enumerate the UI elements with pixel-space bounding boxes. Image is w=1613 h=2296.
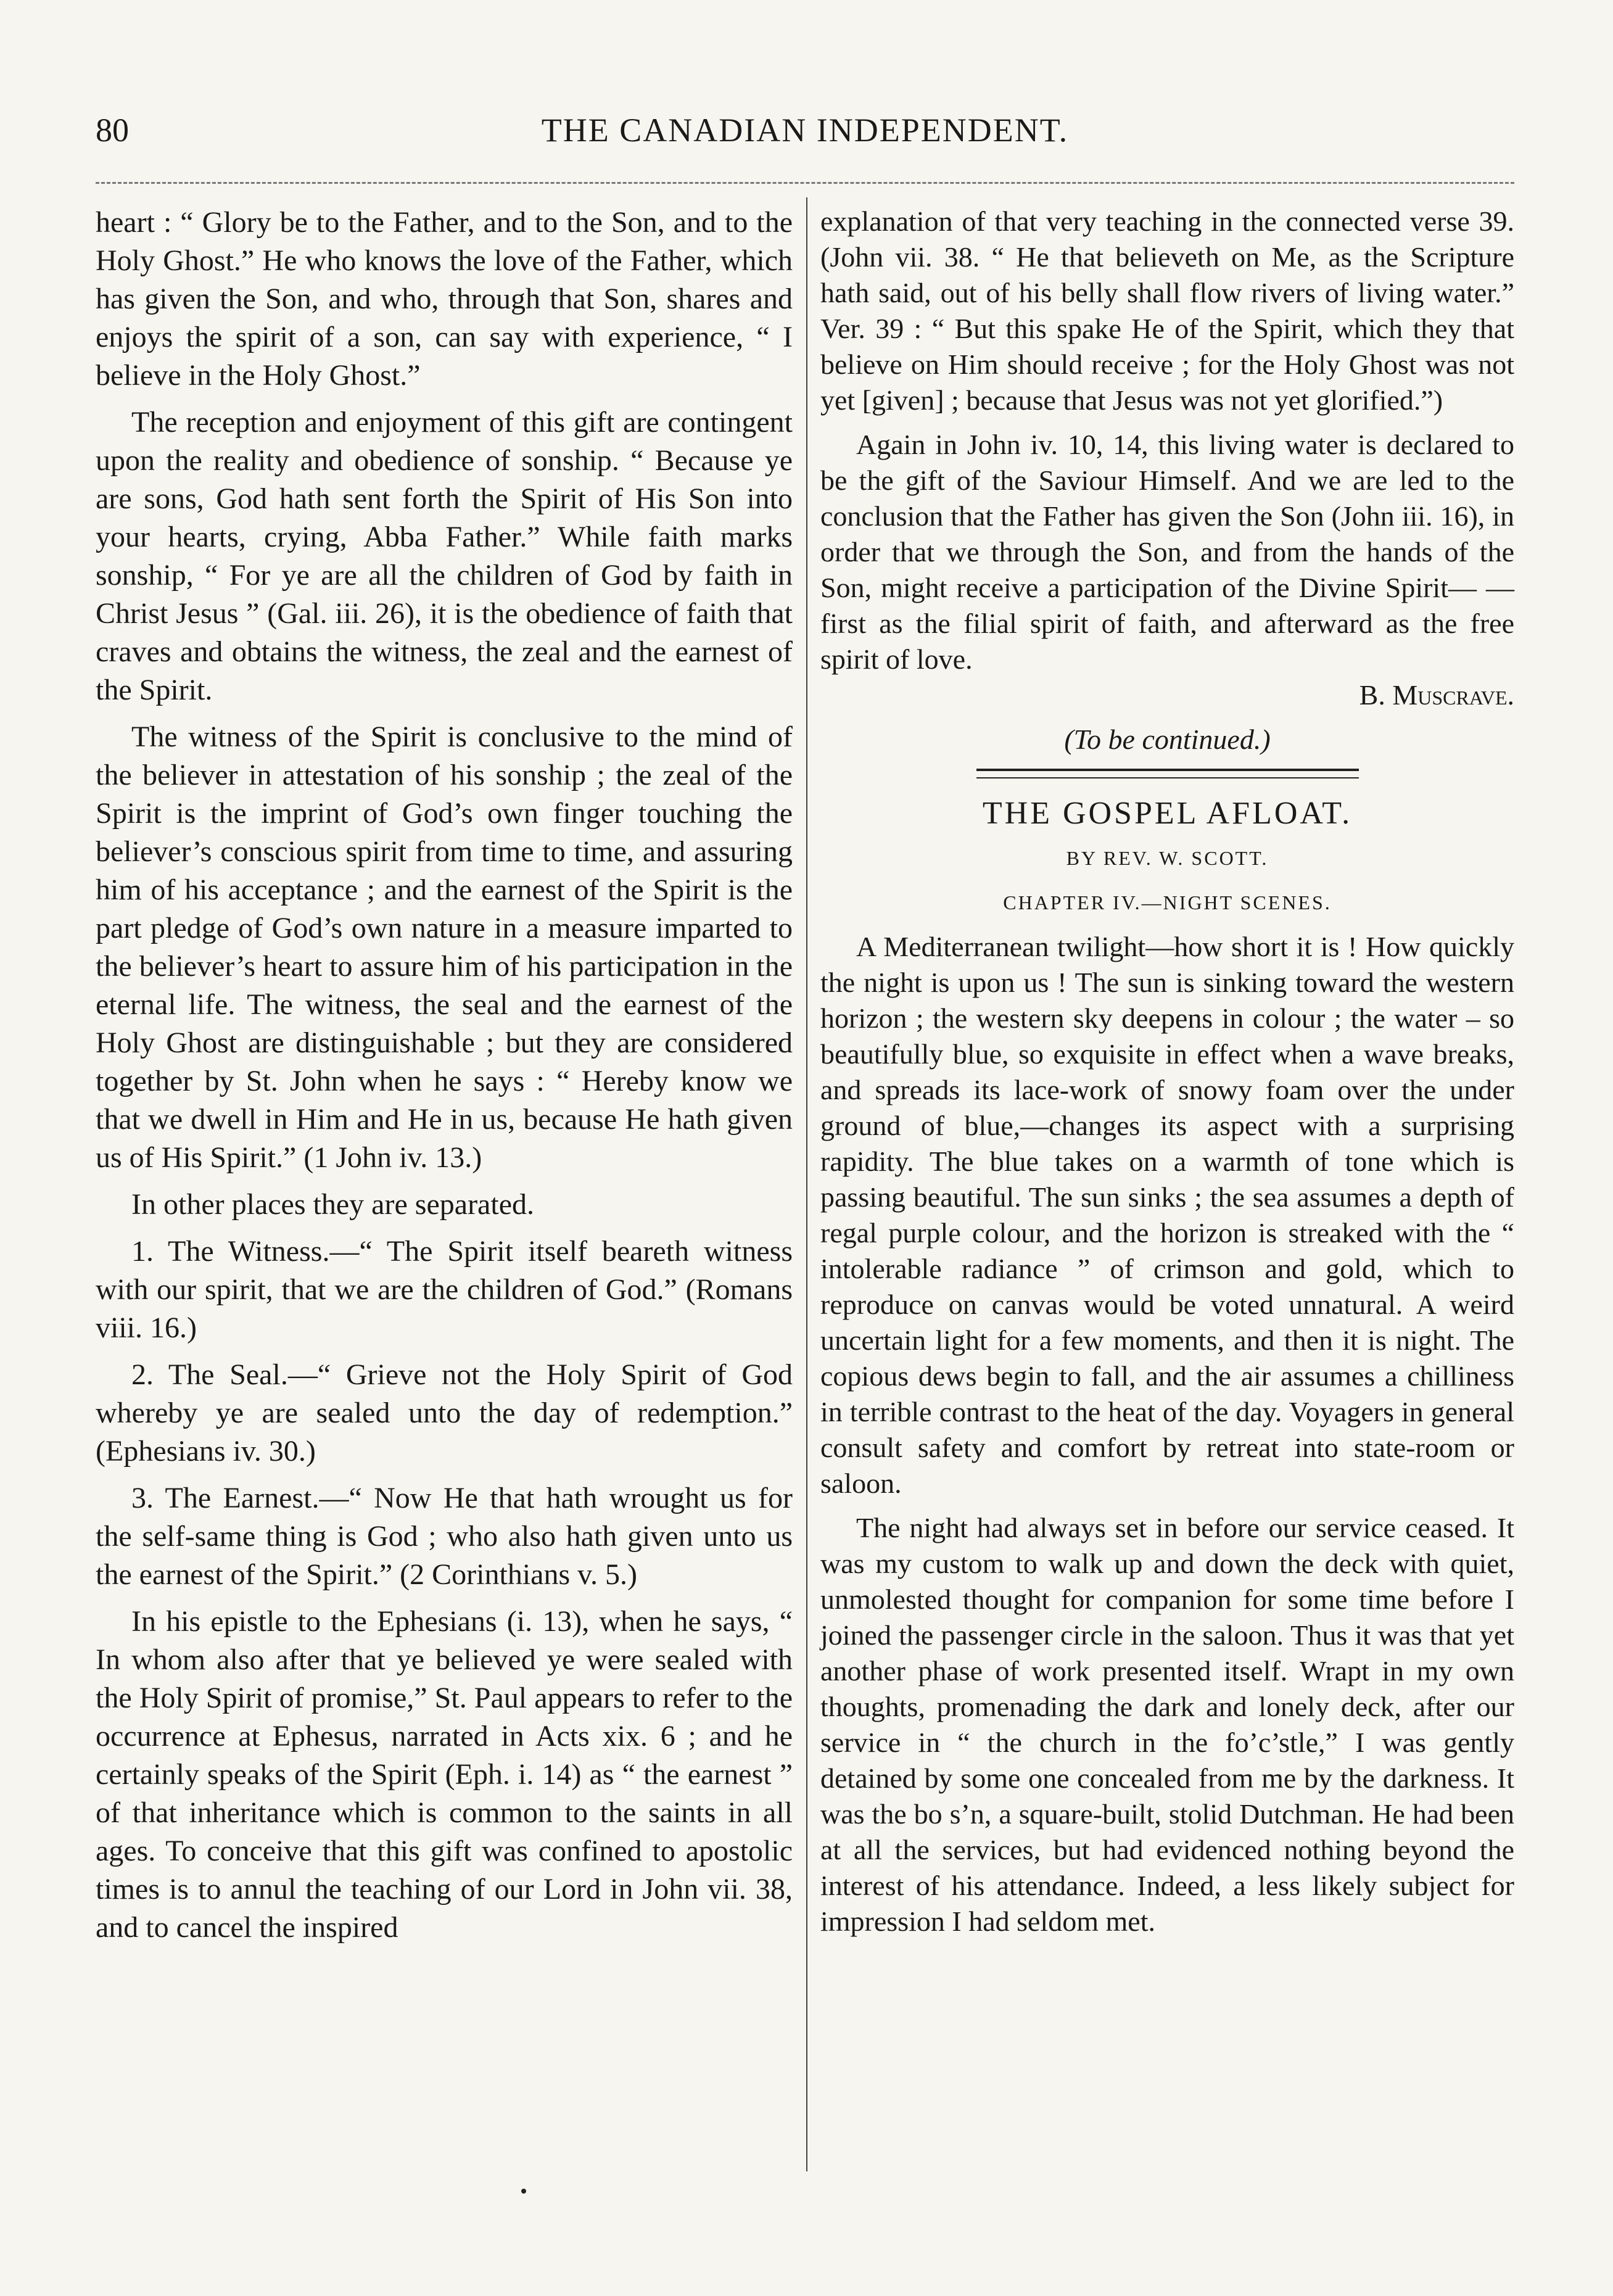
continued-note: (To be continued.) — [1064, 724, 1271, 755]
article-byline: BY REV. W. SCOTT. — [1066, 847, 1269, 869]
paragraph: In other places they are separated. — [131, 1188, 534, 1221]
paragraph: A Mediterranean twilight—how short it is ! How quickly the night is upon us ! The sun is sinking toward the western horizon ; the western sky deepens in colour ; the water – so beautifully blue, so exquisite in effect when a wave breaks, and spreads its lace-work of snowy foam over the under ground of blue,—changes its aspect with a surprising rapidity. The blue takes on a warmth of tone which is passing beautiful. The sun sinks ; the sea assumes a depth of regal purple colour, and the horizon is streaked with the “ intolerable radiance ” of crimson and gold, which to reproduce on canvas would be voted unnatural. A weird uncertain light for a few moments, and then it is night. The copious dews begin to fall, and the air assumes a chilliness in terrible contrast to the heat of the day. Voyagers in general consult safety and comfort by retreat into state-room or saloon. — [820, 931, 1514, 1499]
section-divider — [976, 769, 1359, 778]
paragraph: 1. The Witness.—“ The Spirit itself beareth witness with our spirit, that we are the children of God.” (Romans viii. 16.) — [96, 1235, 793, 1344]
paragraph: In his epistle to the Ephesians (i. 13), when he says, “ In whom also after that ye believed ye were sealed with the Holy Spirit of promise,” St. Paul appears to refer to the occurrence at Ephesus, narrated in Acts xix. 6 ; and he certainly speaks of the Spirit (Eph. i. 14) as “ the earnest ” of that inheritance which is common to the saints in all ages. To conceive that this gift was confined to apostolic times is to annul the teaching of our Lord in John vii. 38, and to cancel the inspired — [96, 1605, 793, 1944]
page-number: 80 — [96, 112, 129, 149]
journal-title: THE CANADIAN INDEPENDENT. — [541, 112, 1069, 149]
paragraph: The night had always set in before our service ceased. It was my custom to walk up and down the deck with quiet, unmolested thought for companion for some time before I joined the passenger circle in the saloon. Thus it was that yet another phase of work presented itself. Wrapt in my own thoughts, promenading the dark and lonely deck, after our service in “ the church in the fo’c’stle,” I was gently detained by some one concealed from me by the darkness. It was the bo s’n, a square-built, stolid Dutchman. He had been at all the services, but had evidenced nothing beyond the interest of his attendance. Indeed, a less likely subject for impression I had seldom met. — [820, 1512, 1514, 1937]
header-rule — [96, 182, 1514, 184]
print-speck — [521, 2189, 526, 2194]
paragraph: 3. The Earnest.—“ Now He that hath wrought us for the self-same thing is God ; who also hath given unto us the earnest of the Spirit.” (2 Corinthians v. 5.) — [96, 1482, 793, 1591]
signature-text: B. Muscrave. — [1359, 679, 1514, 711]
author-signature — [820, 677, 1514, 713]
column-divider — [806, 197, 807, 2171]
right-column — [820, 204, 1514, 1948]
left-column — [96, 204, 793, 1955]
chapter-heading: CHAPTER IV.—NIGHT SCENES. — [1003, 891, 1332, 914]
paragraph: The reception and enjoyment of this gift are contingent upon the reality and obedience of sonship. “ Because ye are sons, God hath sent forth the Spirit of His Son into your hearts, crying, Abba Father.” While faith marks sonship, “ For ye are all the children of God by faith in Christ Jesus ” (Gal. iii. 26), it is the obedience of faith that craves and obtains the witness, the zeal and the earnest of the Spirit. — [96, 406, 793, 706]
page-header — [96, 111, 1514, 160]
paragraph: The witness of the Spirit is conclusive to the mind of the believer in attestation of his sonship ; the zeal of the Spirit is the imprint of God’s own finger touching the believer’s conscious spirit from time to time, and assuring him of his acceptance ; and the earnest of the Spirit is the part pledge of God’s own nature in a measure imparted to the believer’s heart to assure him of his participation in the eternal life. The witness, the seal and the earnest of the Holy Ghost are distinguishable ; but they are considered together by St. John when he says : “ Hereby know we that we dwell in Him and He in us, because He hath given us of His Spirit.” (1 John iv. 13.) — [96, 721, 793, 1174]
paragraph: heart : “ Glory be to the Father, and to the Son, and to the Holy Ghost.” He who knows the love of the Father, which has given the Son, and who, through that Son, shares and enjoys the spirit of a son, can say with experience, “ I believe in the Holy Ghost.” — [96, 206, 793, 392]
article-title: THE GOSPEL AFLOAT. — [982, 796, 1353, 831]
paragraph: Again in John iv. 10, 14, this living water is declared to be the gift of the Saviour Himself. And we are led to the conclusion that the Father has given the Son (John iii. 16), in order that we through the Son, and from the hands of the Son, might receive a participation of the Divine Spirit— —first as the filial spirit of faith, and afterward as the free spirit of love. — [820, 429, 1514, 675]
paragraph: 2. The Seal.—“ Grieve not the Holy Spirit of God whereby ye are sealed unto the day of redemption.” (Ephesians iv. 30.) — [96, 1358, 793, 1468]
paragraph: explanation of that very teaching in the connected verse 39. (John vii. 38. “ He that believeth on Me, as the Scripture hath said, out of his belly shall flow rivers of living water.” Ver. 39 : “ But this spake He of the Spirit, which they that believe on Him should receive ; for the Holy Ghost was not yet [given] ; because that Jesus was not yet glorified.”) — [820, 205, 1514, 416]
